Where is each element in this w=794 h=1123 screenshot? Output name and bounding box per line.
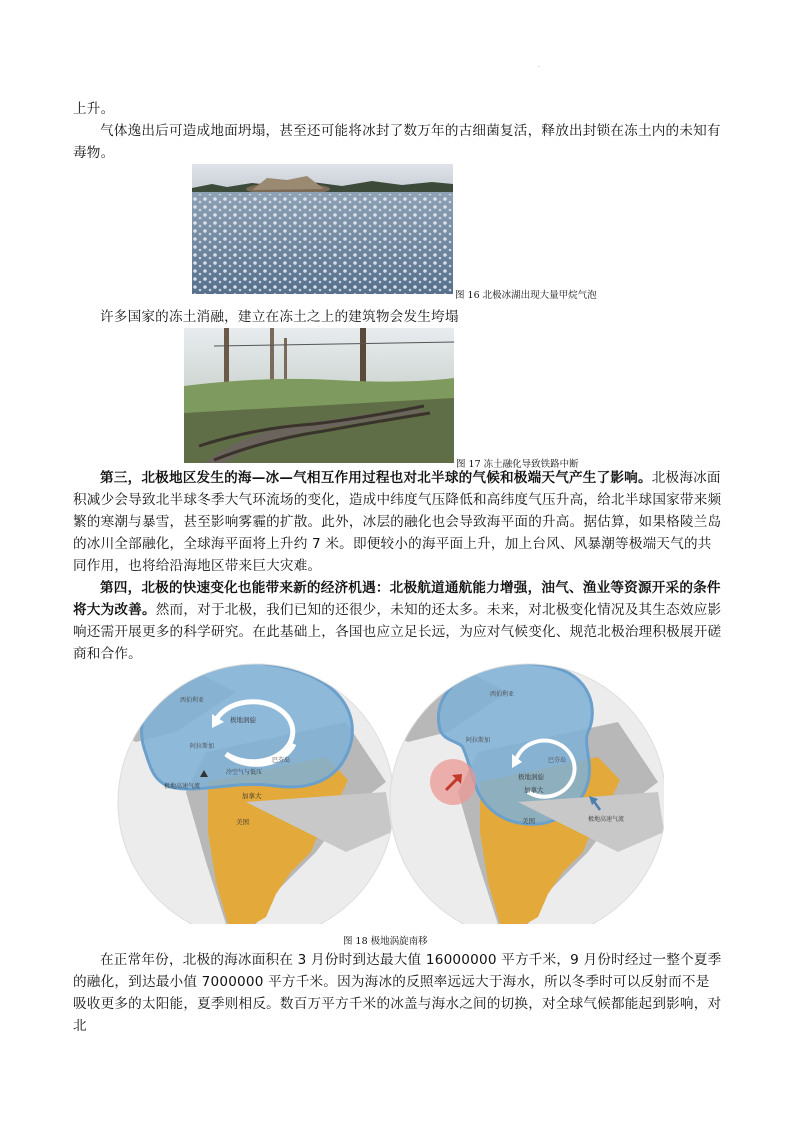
label-vortex-right: 极地涡旋: [518, 773, 544, 781]
label-vortex-left: 极地涡旋: [230, 716, 256, 724]
label-siberia-right: 西伯利亚: [490, 691, 515, 698]
label-baffin-right: 巴芬岛: [548, 757, 567, 764]
figure-17-caption: 图 17 冻土融化导致铁路中断: [456, 459, 579, 470]
label-baffin-left: 巴芬岛: [272, 757, 291, 764]
figure-18-right-map: [388, 662, 664, 924]
label-canada-left: 加拿大: [242, 792, 262, 800]
paragraph-2: 气体逸出后可造成地面坍塌，甚至还可能将冰封了数万年的古细菌复活，释放出封锁在冻土内的未知有毒物。: [73, 123, 721, 161]
figure-16-caption: 图 16 北极冰湖出现大量甲烷气泡: [455, 290, 597, 301]
figure-17-photo: [184, 328, 454, 463]
label-usa-right: 美国: [522, 817, 535, 825]
figure-18-caption: 图 18 极地涡旋南移: [343, 936, 428, 947]
figure-18-left-map: [116, 662, 392, 924]
paragraph-5-bold: 第四，北极的快速变化也能带来新的经济机遇：北极航道通航能力增强，油气、渔业等资源开采的条件将大为改善。: [73, 580, 721, 618]
paragraph-3: 许多国家的冻土消融，建立在冻土之上的建筑物会发生垮塌: [100, 309, 459, 325]
paragraph-4-text: 北极海冰面积减少会导致北半球冬季大气环流场的变化，造成中纬度气压降低和高纬度气压升高，给北半球国家带来频繁的寒潮与暴雪，甚至影响雾霾的扩散。此外，冰层的融化也会导致海平面的升高。据估算，如果格陵兰岛的冰川全部融化，全球海平面将上升约 7 米。即便较小的海平面上升，加上台风、风暴潮等极端天气的共同作用，也将给沿海地区带来巨大灾难。: [73, 470, 722, 574]
paragraph-6: 在正常年份，北极的海冰面积在 3 月份时到达最大值 16000000 平方千米，9 月份时经过一整个夏季的融化，到达最小值 7000000 平方千米。因为海冰的反照率远远大于海水，所以冬季时可以反射而不是吸收更多的太阳能，夏季则相反。数百万平方千米的冰盖与海水之间的切换，对全球气候都能起到影响，对北: [73, 952, 722, 1034]
paragraph-4: [73, 467, 723, 577]
label-alaska-right: 阿拉斯加: [466, 737, 491, 744]
label-siberia-left: 西伯利亚: [180, 697, 205, 704]
label-usa-left: 美国: [236, 818, 249, 826]
label-cold-air-left: 冷空气与低压: [226, 769, 263, 776]
figure-16-photo: [192, 164, 453, 294]
label-jet-left: 极地高速气流: [164, 783, 201, 790]
paragraph-5: [73, 577, 723, 665]
paragraph-5-text: 然而，对于北极，我们已知的还很少，未知的还太多。未来，对北极变化情况及其生态效应影响还需开展更多的科学研究。在此基础上，各国也应立足长远，为应对气候变化、规范北极治理积极展开磋商和合作。: [73, 602, 722, 662]
label-jet-right: 极地高速气流: [588, 816, 625, 823]
header-mark: .: [538, 62, 540, 69]
paragraph-4-bold: 第三，北极地区发生的海—冰—气相互作用过程也对北半球的气候和极端天气产生了影响。: [100, 470, 652, 486]
label-canada-right: 加拿大: [524, 786, 544, 794]
paragraph-1: 上升。: [73, 101, 115, 117]
label-alaska-left: 阿拉斯加: [190, 743, 215, 750]
